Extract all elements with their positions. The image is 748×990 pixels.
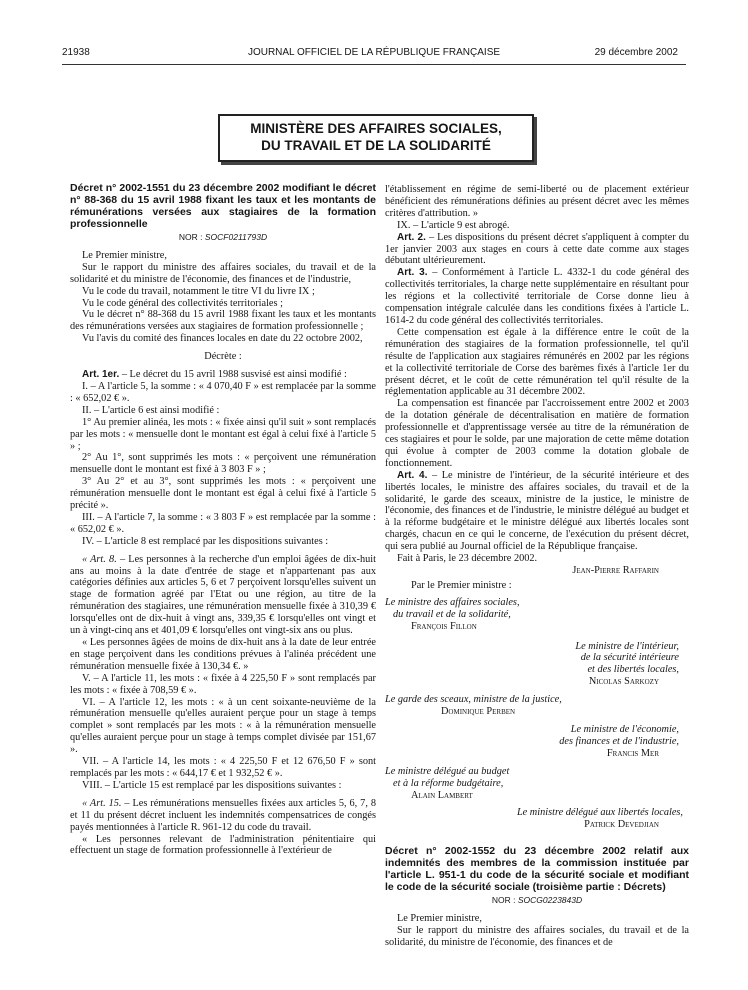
paragraph: IX. – L'article 9 est abrogé. [397, 219, 510, 231]
signing-place-date: Fait à Paris, le 23 décembre 2002. [397, 553, 538, 565]
paragraph: VIII. – L'article 15 est remplacé par les dispositions suivantes : [82, 779, 342, 791]
paragraph: Le Premier ministre, [397, 913, 482, 925]
decree-1-nor: NOR : SOCF0211793D [178, 232, 268, 242]
paragraph: 1° Au premier alinéa, les mots : « fixée ainsi qu'il suit » sont remplacés par les mots : « mensuelle dont le montant est égal à celui fixé à l'article 5 » ; [70, 416, 376, 452]
header-rule [62, 64, 686, 65]
signature-lambert: Alain Lambert [411, 789, 473, 801]
paragraph: Cette compensation est égale à la différence entre le coût de la rémunération des stagiaires de la formation professionnelle, tel qu'il résulte de l'application aux stagiaires rémunérés en 2002 par les régions et la collectivité territoriale de Corse des barèmes fixés à l'article 1er du présent décret, et le coût de cette rémunération tel qu'il résulte de la réglementation applicable au 31 décembre 2002. [385, 326, 689, 398]
paragraph: II. – L'article 6 est ainsi modifié : [82, 404, 220, 416]
decree-2-title: Décret n° 2002-1552 du 23 décembre 2002 relatif aux indemnités des membres de la commission instituée par l'article L. 951-1 du code de la sécurité sociale et modifiant le code de la sécurité sociale (troisième partie : Décrets) [385, 845, 689, 894]
paragraph: « Les personnes âgées de moins de dix-huit ans à la date de leur entrée en stage perçoivent dans les conditions prévues à l'alinéa précédent une rémunération mensuelle fixée à 130,34 €. » [70, 637, 376, 672]
decrete-label: Décrète : [204, 351, 242, 363]
ministry-heading [218, 114, 534, 162]
paragraph: La compensation est financée par l'accroissement entre 2002 et 2003 de la dotation générale de décentralisation en matière de formation professionnelle et d'apprentissage versée au titre de la rémunération de ces stagiaires et pour le solde, par une majoration de cette même dotation qui évolue à compter de 2003 comme la dotation globale de fonctionnement. [385, 398, 689, 469]
signature-fillon: François Fillon [411, 620, 477, 632]
journal-title: JOURNAL OFFICIEL DE LA RÉPUBLIQUE FRANÇAISE [247, 47, 501, 58]
paragraph: Vu le décret n° 88-368 du 15 avril 1988 fixant les taux et les montants des rémunérations versées aux stagiaires de formation professionnelle ; [70, 309, 376, 333]
paragraph: III. – A l'article 7, la somme : « 3 803 F » est remplacée par la somme : « 652,02 € ». [70, 511, 376, 535]
paragraph: l'établissement en régime de semi-liberté ou de placement extérieur bénéficient des rémunérations définies au présent décret avec les mêmes critères d'attribution. » [385, 184, 689, 219]
paragraph: « Les personnes relevant de l'administration pénitentiaire qui effectuent un stage de formation professionnelle à l'extérieur de [70, 833, 376, 857]
decree-1-title: Décret n° 2002-1551 du 23 décembre 2002 modifiant le décret n° 88-368 du 15 avril 1988 fixant les taux et les montants de rémunérations versées aux stagiaires de la formation professionnelle [70, 182, 376, 230]
article-1: Art. 1er. – Le décret du 15 avril 1988 susvisé est ainsi modifié : [82, 369, 347, 381]
signature-intro: Par le Premier ministre : [411, 579, 512, 591]
signature-block: Jean-Pierre Raffarin Par le Premier ministre : Le ministre des affaires sociales, du travail et de la solidarité, François Fillon Le ministre de l'intérieur, de la sécurité intérieure et des libertés locales, Nicolas Sarkozy Le garde des sceaux, ministre de la justice, Dominique Perben Le ministre de l'économie, des finances et de l'industrie, Francis Mer Le ministre délégué au budget et à la réforme budgétaire, Alain Lambert Le ministre délégué aux libertés locales, Patrick Devedjian [385, 565, 689, 831]
signature-sarkozy: Nicolas Sarkozy [588, 676, 659, 688]
paragraph: V. – A l'article 11, les mots : « fixée à 4 225,50 F » sont remplacés par les mots : « fixée à 708,59 € ». [70, 672, 376, 696]
decree-2-nor: NOR : SOCG0223843D [491, 895, 583, 906]
signature-pm: Jean-Pierre Raffarin [572, 565, 659, 576]
paragraph: VII. – A l'article 14, les mots : « 4 225,50 F et 12 676,50 F » sont remplacés par les mots : « 644,17 € et 1 932,52 € ». [70, 756, 376, 779]
paragraph: Vu le code du travail, notamment le titre VI du livre IX ; [82, 285, 315, 297]
article-15: « Art. 15. – Les rémunérations mensuelles fixées aux articles 5, 6, 7, 8 et 11 du présent décret incluent les indemnités compensatrices de congés payés mentionnées à l'article R. 961-12 du code du travail. [70, 797, 376, 833]
article-3: Art. 3. – Conformément à l'article L. 4332-1 du code général des collectivités territoriales, la charge nette supplémentaire en résultant pour les régions et la collectivité territoriale de Corse donne lieu à compensation intégrale calculée dans les conditions fixées à l'article L. 1614-2 du code général des collectivités territoriales. [385, 267, 690, 326]
paragraph: Le Premier ministre, [82, 249, 167, 261]
paragraph: IV. – L'article 8 est remplacé par les dispositions suivantes : [82, 535, 329, 547]
article-4: Art. 4. – Le ministre de l'intérieur, de la sécurité intérieure et des libertés locales, le ministre des affaires sociales, du travail et de la solidarité, le garde des sceaux, ministre de la justice, le ministre de l'économie, des finances et de l'industrie, le ministre délégué au budget et à la réforme budgétaire et le ministre délégué aux libertés locales sont chargés, chacun en ce qui le concerne, de l'exécution du présent décret, qui sera publié au Journal officiel de la République française. [385, 469, 689, 553]
paragraph: Vu le code général des collectivités territoriales ; [82, 297, 283, 309]
paragraph: 3° Au 2° et au 3°, sont supprimés les mots : « perçoivent une rémunération mensuelle dont le montant est égal à celui fixé à l'article 5 précité ». [70, 476, 376, 512]
issue-date: 29 décembre 2002 [594, 47, 678, 58]
signature-perben: Dominique Perben [441, 706, 516, 718]
article-2: Art. 2. – Les dispositions du présent décret s'appliquent à compter du 1er janvier 2003 aux stages en cours à cette date comme aux stages débutant ultérieurement. [385, 231, 690, 267]
paragraph: Vu l'avis du comité des finances locales en date du 22 octobre 2002, [82, 333, 363, 345]
paragraph: VI. – A l'article 12, les mots : « à un cent soixante-neuvième de la rémunération mensuelle qu'elles auraient perçue pour un stage à temps complet » sont remplacés par les mots : « à la rémunération mensuelle qu'elles auraient perçue pour un stage à temps complet divisée par 151,67 ». [70, 696, 376, 756]
ministry-line-1: MINISTÈRE DES AFFAIRES SOCIALES, [250, 121, 502, 136]
paragraph: Sur le rapport du ministre des affaires sociales, du travail et de la solidarité, du ministre de l'économie, des finances et de [385, 925, 689, 948]
article-8: « Art. 8. – Les personnes à la recherche d'un emploi âgées de dix-huit ans au moins à la date d'entrée de stage et n'appartenant pas aux catégories définies aux articles 5, 6 et 7 perçoivent lorsqu'elles suivent un stage de formation agréé par l'Etat ou une région, au titre de la rémunération des stagiaires, une rémunération mensuelle fixée à 310,39 € lorsqu'elles ont de dix-huit à vingt ans, 339,35 € lorsqu'elles ont vingt et un à vingt-cinq ans et 401,09 € lorsqu'elles ont vingt-six ans ou plus. [70, 553, 376, 637]
right-column [385, 184, 689, 949]
paragraph: 2° Au 1°, sont supprimés les mots : « perçoivent une rémunération mensuelle dont le montant est fixé à 3 803 F » ; [70, 452, 376, 476]
left-column [70, 182, 376, 857]
signature-mer: Francis Mer [606, 747, 659, 759]
paragraph: I. – A l'article 5, la somme : « 4 070,40 F » est remplacée par la somme : « 652,02 € ». [70, 380, 376, 404]
ministry-line-2: DU TRAVAIL ET DE LA SOLIDARITÉ [261, 138, 491, 153]
page-number: 21938 [62, 47, 90, 58]
signature-devedjian: Patrick Devedjian [584, 819, 659, 831]
paragraph: Sur le rapport du ministre des affaires sociales, du travail et de la solidarité et du ministre de l'économie, des finances et de l'industrie, [70, 261, 376, 285]
